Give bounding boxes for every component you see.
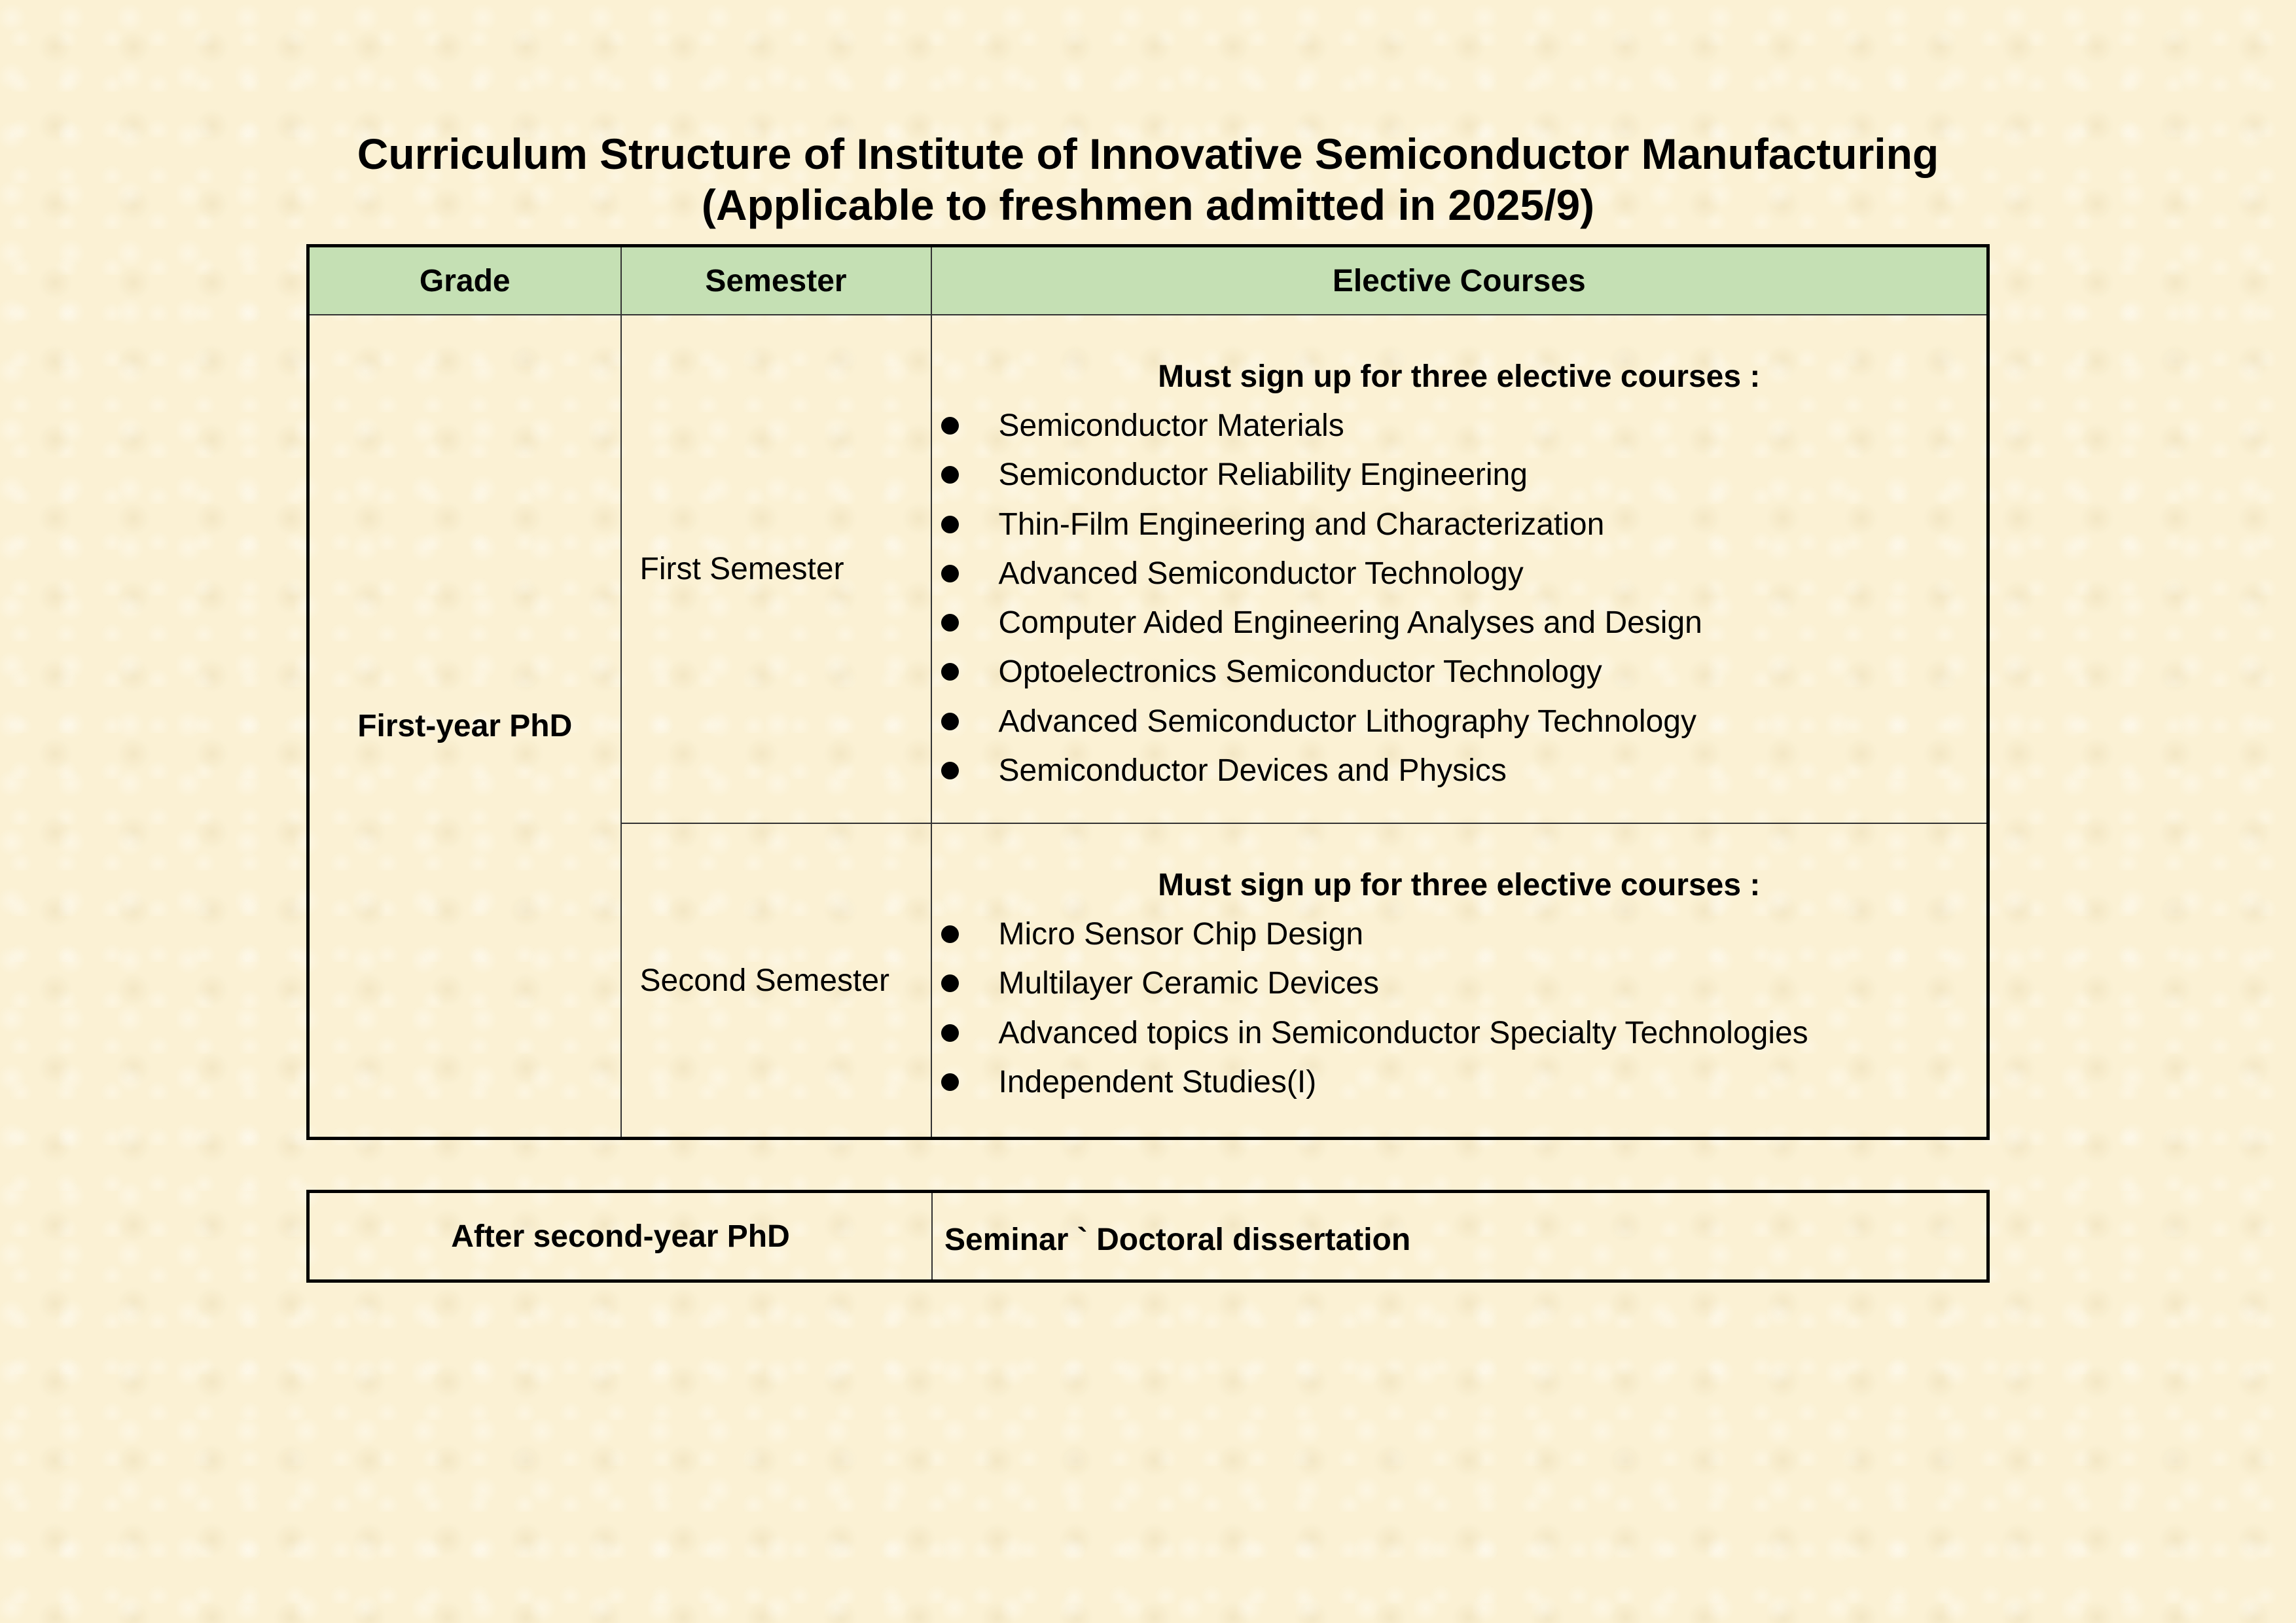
header-semester: Semester [621, 246, 931, 315]
course-item: Advanced topics in Semiconductor Specialty Technologies [940, 1008, 1987, 1058]
course-item: Advanced Semiconductor Technology [940, 549, 1987, 598]
header-elective-courses: Elective Courses [931, 246, 1988, 315]
course-item: Independent Studies(I) [940, 1058, 1987, 1107]
course-item: Semiconductor Materials [940, 401, 1987, 450]
course-item: Optoelectronics Semiconductor Technology [940, 647, 1987, 696]
instruction-second-semester: Must sign up for three elective courses : [1158, 868, 1761, 902]
course-item: Multilayer Ceramic Devices [940, 959, 1987, 1008]
course-list-first-semester [932, 401, 1987, 795]
page-subtitle: (Applicable to freshmen admitted in 2025/9) [701, 181, 1595, 229]
after-content-cell: Seminar ` Doctoral dissertation [932, 1192, 1988, 1281]
courses-first-semester [931, 315, 1988, 823]
course-item: Semiconductor Reliability Engineering [940, 450, 1987, 499]
instruction-first-semester: Must sign up for three elective courses : [1158, 359, 1761, 394]
after-grade-cell: After second-year PhD [308, 1192, 933, 1281]
course-list-second-semester [932, 910, 1987, 1107]
courses-second-semester [931, 823, 1988, 1139]
course-item: Computer Aided Engineering Analyses and Design [940, 598, 1987, 647]
course-item: Micro Sensor Chip Design [940, 910, 1987, 959]
first-semester-row [308, 315, 1988, 823]
header-row [308, 246, 1988, 315]
semester-second: Second Semester [621, 823, 931, 1139]
grade-cell: First-year PhD [308, 315, 621, 1139]
page-title: Curriculum Structure of Institute of Innovative Semiconductor Manufacturing [357, 130, 1939, 178]
semester-first: First Semester [621, 315, 931, 823]
course-item: Advanced Semiconductor Lithography Technology [940, 697, 1987, 746]
after-row [308, 1192, 1988, 1281]
after-second-year-table [306, 1190, 1990, 1283]
curriculum-table [306, 244, 1990, 1140]
course-item: Thin-Film Engineering and Characterization [940, 500, 1987, 549]
course-item: Semiconductor Devices and Physics [940, 746, 1987, 795]
header-grade: Grade [308, 246, 621, 315]
